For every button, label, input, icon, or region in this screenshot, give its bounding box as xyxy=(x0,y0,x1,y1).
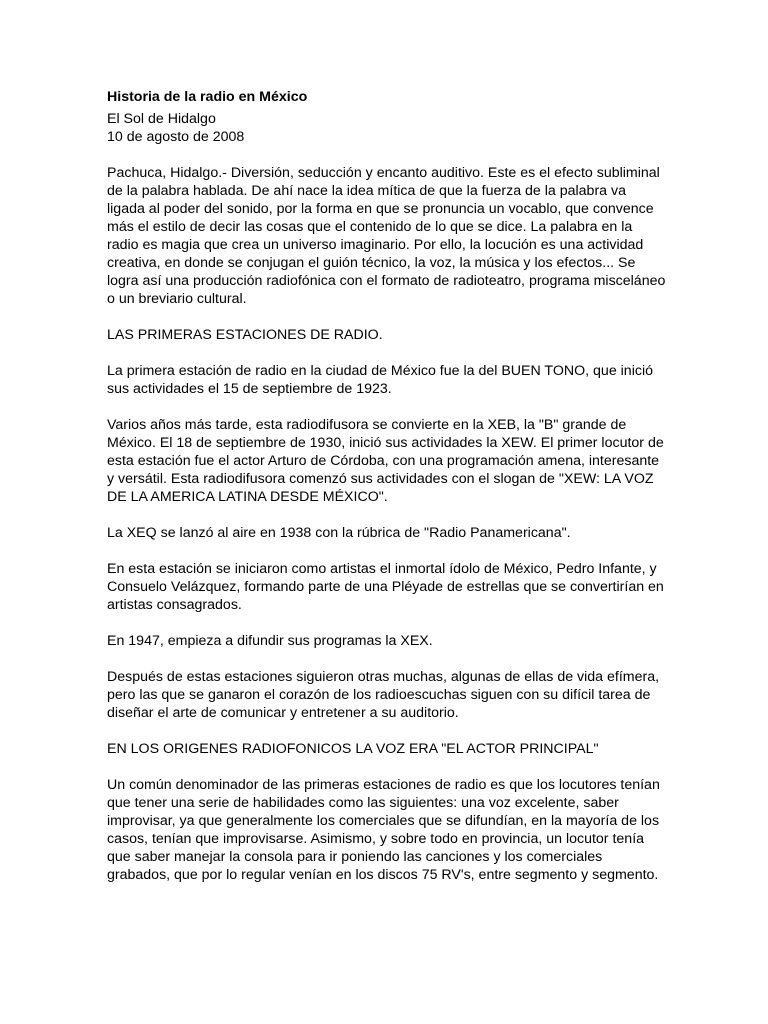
paragraph-otras-estaciones: Después de estas estaciones siguieron otras muchas, algunas de ellas de vida efímera, pero las que se ganaron el corazón de los radioescuchas siguen con su difícil tarea de diseñar el arte de comunicar y entretener a su auditorio. xyxy=(107,669,660,721)
document-date: 10 de agosto de 2008 xyxy=(107,129,245,145)
paragraph-xex: En 1947, empieza a difundir sus programas la XEX. xyxy=(107,633,433,649)
document-meta xyxy=(107,110,667,146)
paragraph-buen-tono: La primera estación de radio en la ciudad de México fue la del BUEN TONO, que inició sus actividades el 15 de septiembre de 1923. xyxy=(107,363,653,397)
paragraph-xeb-xew: Varios años más tarde, esta radiodifusora se convierte en la XEB, la "B" grande de México. El 18 de septiembre de 1930, inició sus actividades la XEW. El primer locutor de esta estación fue el actor Arturo de Córdoba, con una programación amena, interesante y versátil. Esta radiodifusora comenzó sus actividades con el slogan de "XEW: LA VOZ DE LA AMERICA LATINA DESDE MÉXICO". xyxy=(107,417,664,505)
paragraph-locutores: Un común denominador de las primeras estaciones de radio es que los locutores tenían que tener una serie de habilidades como las siguientes: una voz excelente, saber improvisar, ya que generalmente los comerciales que se difundían, en la mayoría de los casos, tenían que improvisarse. Asimismo, y sobre todo en provincia, un locutor tenía que saber manejar la consola para ir poniendo las canciones y los comerciales grabados, que por lo regular venían en los discos 75 RV's, entre segmento y segmento. xyxy=(107,777,660,883)
paragraph-intro: Pachuca, Hidalgo.- Diversión, seducción y encanto auditivo. Este es el efecto subliminal de la palabra hablada. De ahí nace la idea mítica de que la fuerza de la palabra va ligada al poder del sonido, por la forma en que se pronuncia un vocablo, que convence más el estilo de decir las cosas que el contenido de lo que se dice. La palabra en la radio es magia que crea un universo imaginario. Por ello, la locución es una actividad creativa, en donde se conjugan el guión técnico, la voz, la música y los efectos... Se logra así una producción radiofónica con el formato de radioteatro, programa misceláneo o un breviario cultural. xyxy=(107,165,666,307)
section-heading-primeras-estaciones: LAS PRIMERAS ESTACIONES DE RADIO. xyxy=(107,327,383,343)
section-heading-origenes: EN LOS ORIGENES RADIOFONICOS LA VOZ ERA "EL ACTOR PRINCIPAL" xyxy=(107,741,599,757)
paragraph-artistas: En esta estación se iniciaron como artistas el inmortal ídolo de México, Pedro Infante, y Consuelo Velázquez, formando parte de una Pléyade de estrellas que se convertirían en artistas consagrados. xyxy=(107,561,664,613)
document-page xyxy=(107,88,667,884)
document-title: Historia de la radio en México xyxy=(107,89,308,105)
document-source: El Sol de Hidalgo xyxy=(107,111,216,127)
paragraph-xeq: La XEQ se lanzó al aire en 1938 con la rúbrica de "Radio Panamericana". xyxy=(107,525,571,541)
